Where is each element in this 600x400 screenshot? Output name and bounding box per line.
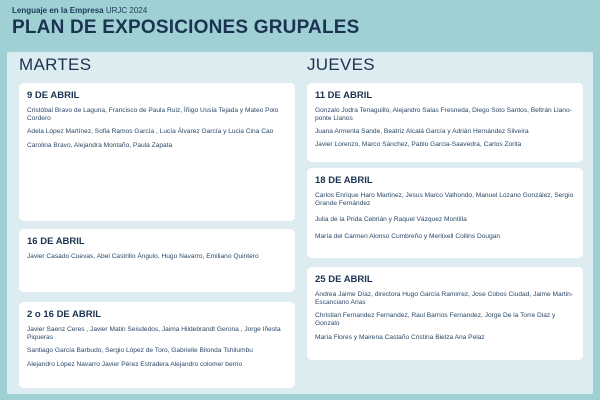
date-card-9-abril [19, 83, 295, 221]
card-date: 25 DE ABRIL [315, 274, 373, 285]
course-brand: Lenguaje en la Empresa [12, 6, 104, 15]
date-card-2-o-16-abril [19, 302, 295, 388]
card-date: 9 DE ABRIL [27, 90, 80, 101]
group-entry: Javier Casado Cuevas, Abel Castrillo Ángulo, Hugo Navarro, Emiliano Quintero [27, 253, 259, 260]
group-entry: Carlos Enrique Haro Martinez, Jesus Marco Valhondo, Manuel Lozano González, Sergio Grande Fernández [315, 192, 574, 208]
column-martes [19, 52, 291, 77]
card-date: 18 DE ABRIL [315, 175, 373, 186]
page-title: PLAN DE EXPOSICIONES GRUPALES [12, 17, 360, 38]
schedule-panel [7, 52, 593, 394]
group-entry: Alejandro López Navarro Javier Pérez Estradera Alejandro colomer berrio [27, 361, 243, 369]
group-entry: Cristóbal Bravo de Laguna, Francisco de Paula Ruiz, Íñigo Ussía Tejada y Mateo Polo Cordero [27, 107, 279, 123]
day-heading-martes: MARTES [19, 55, 92, 74]
day-heading-jueves: JUEVES [307, 55, 375, 74]
card-date: 2 o 16 DE ABRIL [27, 309, 102, 320]
group-entry: Gonzalo Jodra Tenaguillo, Alejandro Salas Fresneda, Diego Soto Santos, Beltrán Llano-ponte Llanos [315, 107, 572, 123]
date-card-18-abril [307, 168, 583, 258]
date-card-16-abril [19, 229, 295, 292]
group-entry: Adela López Martínez, Sofia Ramos García , Lucía Álvarez García y Lucia Cina Cao [27, 127, 274, 135]
group-entry: Juana Armenta Sande, Beatriz Alcalá García y Adrián Hernández Silveira [315, 127, 529, 135]
group-entry: Javier Saenz Ceres , Javier Matin Seisdedos, Jaima Hildebrandt Gerona , Jorge Iñesta Piqueras [27, 326, 281, 342]
date-card-25-abril [307, 267, 583, 360]
group-entry: Carolina Bravo, Alejandra Montaño, Paula Zapata [27, 142, 173, 150]
course-subtitle [12, 6, 360, 15]
group-entry: Santiago García Barbudo, Sergio López de Toro, Gabrielle Bilonda Tshilumbu [27, 346, 253, 354]
date-card-11-abril [307, 83, 583, 162]
group-entry: Javier Lorenzo, Marco Sánchez, Pablo Garcia-Saavedra, Carlos Zorita [315, 141, 522, 149]
card-date: 11 DE ABRIL [315, 90, 373, 101]
group-entry: Julia de la Prida Cebrián y Raquel Vázquez Montilla [315, 215, 467, 223]
group-entry: María Flores y Mairena Castaño Cristina Bielza Ana Pelaz [315, 333, 485, 341]
column-jueves [307, 52, 585, 77]
group-entry: María del Carmen Alonso Cumbreño y Meritxell Collins Dougan [315, 233, 501, 241]
group-entry: Andrea Jaime Díaz, directora Hugo García Ramirrez, Jose Cobos Ciudad, Jaime Martin-Escanciano Arias [315, 291, 573, 307]
course-year: URJC 2024 [103, 6, 148, 15]
group-entry: Christian Fernandez Fernandez, Raul Barrios Fernandez, Jorge De la Torre Diaz y Gonzalo [315, 311, 556, 328]
card-date: 16 DE ABRIL [27, 236, 85, 247]
header [12, 6, 360, 39]
